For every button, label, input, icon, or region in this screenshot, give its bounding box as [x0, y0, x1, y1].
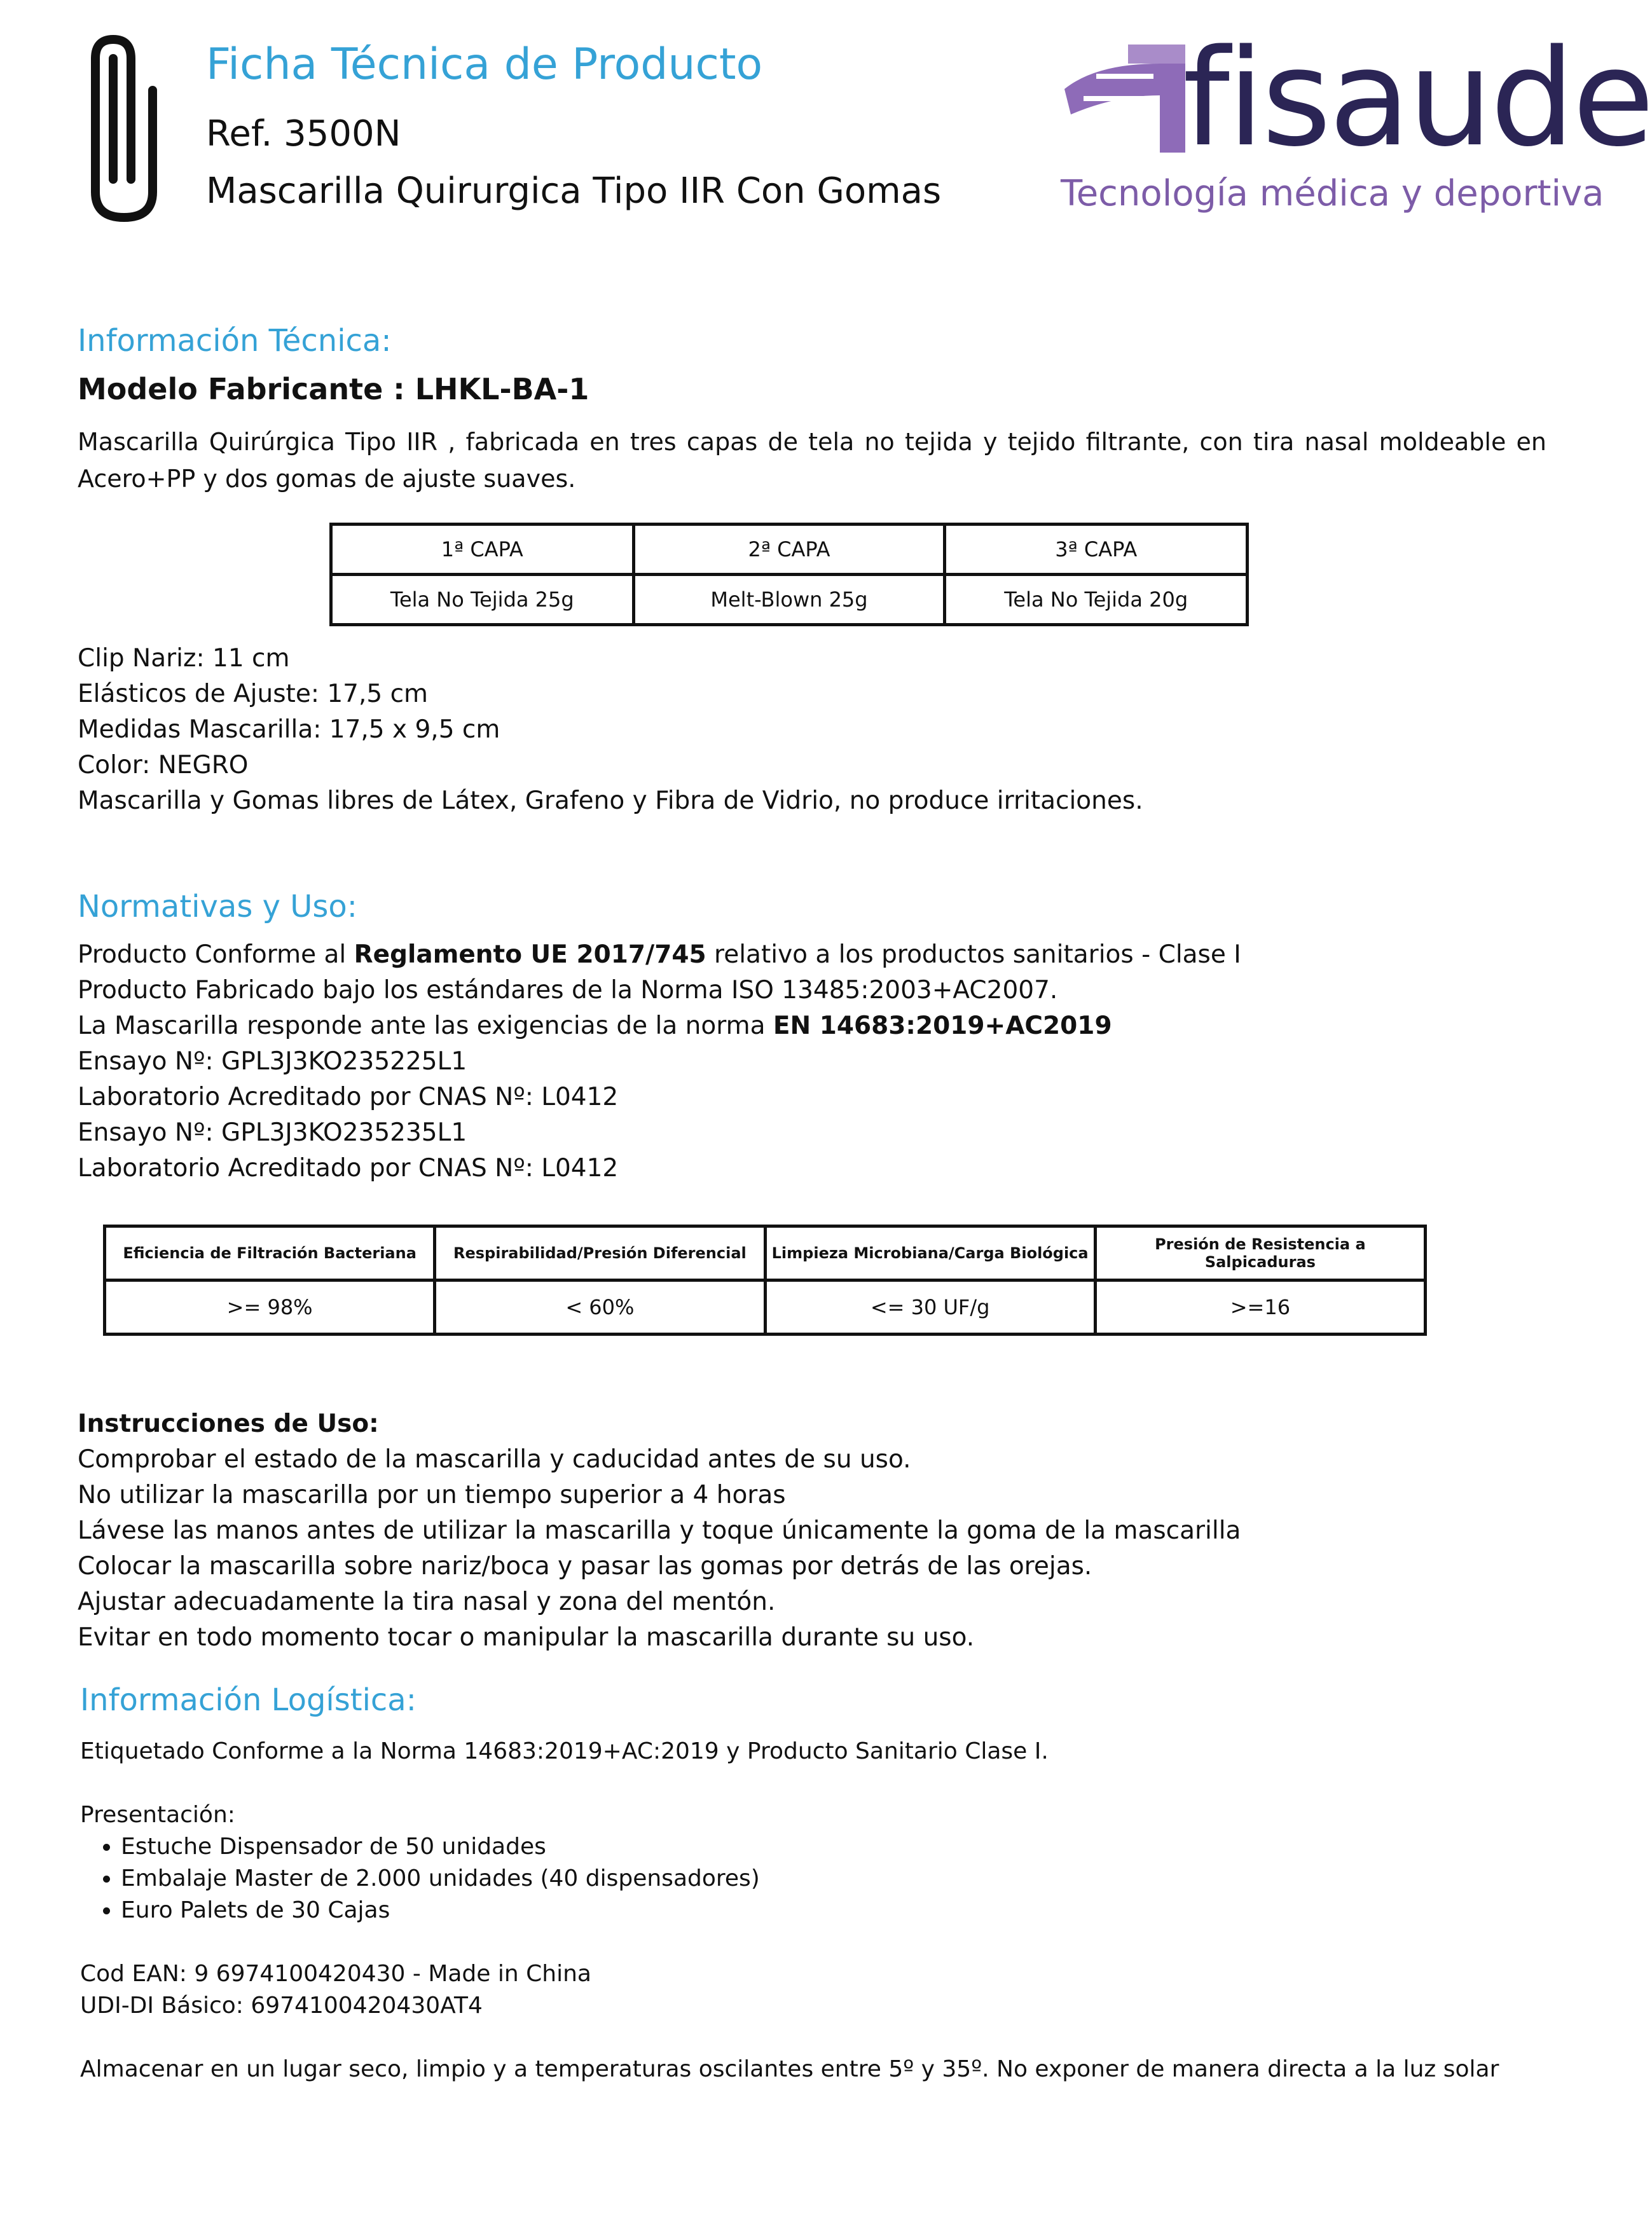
etiquetado-line: Etiquetado Conforme a la Norma 14683:2019+AC:2019 y Producto Sanitario Clase I. [80, 1738, 1049, 1764]
page-title: Ficha Técnica de Producto [206, 39, 763, 90]
list-item: • Embalaje Master de 2.000 unidades (40 dispensadores) [121, 1863, 760, 1895]
product-name: Mascarilla Quirurgica Tipo IIR Con Gomas [206, 170, 942, 212]
table-cell: Tela No Tejida 25g [331, 575, 634, 625]
normativa-line: Ensayo Nº: GPL3J3KO235225L1 [78, 1047, 467, 1076]
description-paragraph: Mascarilla Quirúrgica Tipo IIR , fabricada en tres capas de tela no tejida y tejido filtrante, con tira nasal moldeable en Acero+PP y dos gomas de ajuste suaves. [78, 428, 1546, 493]
section-title-normativas: Normativas y Uso: [78, 889, 357, 924]
normativa-line: Laboratorio Acreditado por CNAS Nº: L0412 [78, 1083, 619, 1111]
presentacion-label: Presentación: [80, 1802, 235, 1828]
storage-line: Almacenar en un lugar seco, limpio y a temperaturas oscilantes entre 5º y 35º. No exponer de manera directa a la luz solar [80, 2056, 1499, 2082]
table-header-cell: Limpieza Microbiana/Carga Biológica [765, 1226, 1095, 1280]
fisaude-logo-mark [1058, 38, 1198, 159]
instruction-line: Colocar la mascarilla sobre nariz/boca y pasar las gomas por detrás de las orejas. [78, 1552, 1092, 1581]
normativa-line [78, 1008, 1112, 1044]
table-row [331, 575, 1248, 625]
paperclip-icon [76, 33, 172, 224]
normativa-text: La Mascarilla responde ante las exigencias de la norma [78, 1012, 773, 1040]
table-cell: >= 98% [105, 1280, 435, 1335]
normativa-reglamento: Reglamento UE 2017/745 [354, 940, 706, 969]
table-cell: < 60% [435, 1280, 765, 1335]
table-header-cell: 3ª CAPA [945, 525, 1248, 575]
table-cell: <= 30 UF/g [765, 1280, 1095, 1335]
normativa-en: EN 14683:2019+AC2019 [773, 1012, 1112, 1040]
spec-line: Color: NEGRO [78, 751, 249, 779]
table-row [105, 1280, 1426, 1335]
table-header-cell: 1ª CAPA [331, 525, 634, 575]
instruction-line: Evitar en todo momento tocar o manipular la mascarilla durante su uso. [78, 1623, 975, 1652]
spec-line: Medidas Mascarilla: 17,5 x 9,5 cm [78, 715, 500, 744]
model-heading: Modelo Fabricante : LHKL-BA-1 [78, 372, 589, 406]
table-row [331, 525, 1248, 575]
table-header-cell: 2ª CAPA [633, 525, 945, 575]
instruction-line: Lávese las manos antes de utilizar la mascarilla y toque únicamente la goma de la mascarilla [78, 1516, 1241, 1545]
ean-line: Cod EAN: 9 6974100420430 - Made in China [80, 1961, 591, 1987]
instruction-line: Ajustar adecuadamente la tira nasal y zona del mentón. [78, 1588, 776, 1616]
table-row [105, 1226, 1426, 1280]
section-title-logistica: Información Logística: [80, 1682, 416, 1718]
table-cell: Melt-Blown 25g [633, 575, 945, 625]
normativa-text: relativo a los productos sanitarios - Clase I [706, 940, 1241, 969]
instrucciones-title-text: Instrucciones de Uso: [78, 1410, 379, 1438]
instrucciones-title [78, 1406, 379, 1442]
normativa-text: Producto Conforme al [78, 940, 354, 969]
layers-table [329, 523, 1249, 626]
normativa-line: Laboratorio Acreditado por CNAS Nº: L0412 [78, 1154, 619, 1183]
list-item: • Euro Palets de 30 Cajas [121, 1895, 760, 1926]
spec-line: Elásticos de Ajuste: 17,5 cm [78, 680, 429, 708]
table-header-cell: Respirabilidad/Presión Diferencial [435, 1226, 765, 1280]
normativa-line [78, 937, 1241, 973]
spec-line: Mascarilla y Gomas libres de Látex, Grafeno y Fibra de Vidrio, no produce irritaciones. [78, 786, 1143, 815]
instruction-line: No utilizar la mascarilla por un tiempo superior a 4 horas [78, 1481, 786, 1509]
normativa-line: Producto Fabricado bajo los estándares de la Norma ISO 13485:2003+AC2007. [78, 976, 1058, 1005]
product-ref: Ref. 3500N [206, 113, 401, 154]
logo-wordmark: fisaude [1183, 20, 1652, 176]
normativa-line: Ensayo Nº: GPL3J3KO235235L1 [78, 1118, 467, 1147]
table-header-cell: Presión de Resistencia a Salpicaduras [1095, 1226, 1425, 1280]
presentacion-list [80, 1831, 760, 1926]
tests-table [103, 1225, 1427, 1336]
table-header-cell: Eficiencia de Filtración Bacteriana [105, 1226, 435, 1280]
section-title-info-tecnica: Información Técnica: [78, 323, 392, 359]
logo-tagline: Tecnología médica y deportiva [1061, 173, 1604, 214]
table-cell: Tela No Tejida 20g [945, 575, 1248, 625]
spec-line: Clip Nariz: 11 cm [78, 644, 290, 673]
table-cell: >=16 [1095, 1280, 1425, 1335]
list-item: • Estuche Dispensador de 50 unidades [121, 1831, 760, 1863]
instruction-line: Comprobar el estado de la mascarilla y caducidad antes de su uso. [78, 1445, 911, 1474]
udi-line: UDI-DI Básico: 6974100420430AT4 [80, 1993, 483, 2019]
